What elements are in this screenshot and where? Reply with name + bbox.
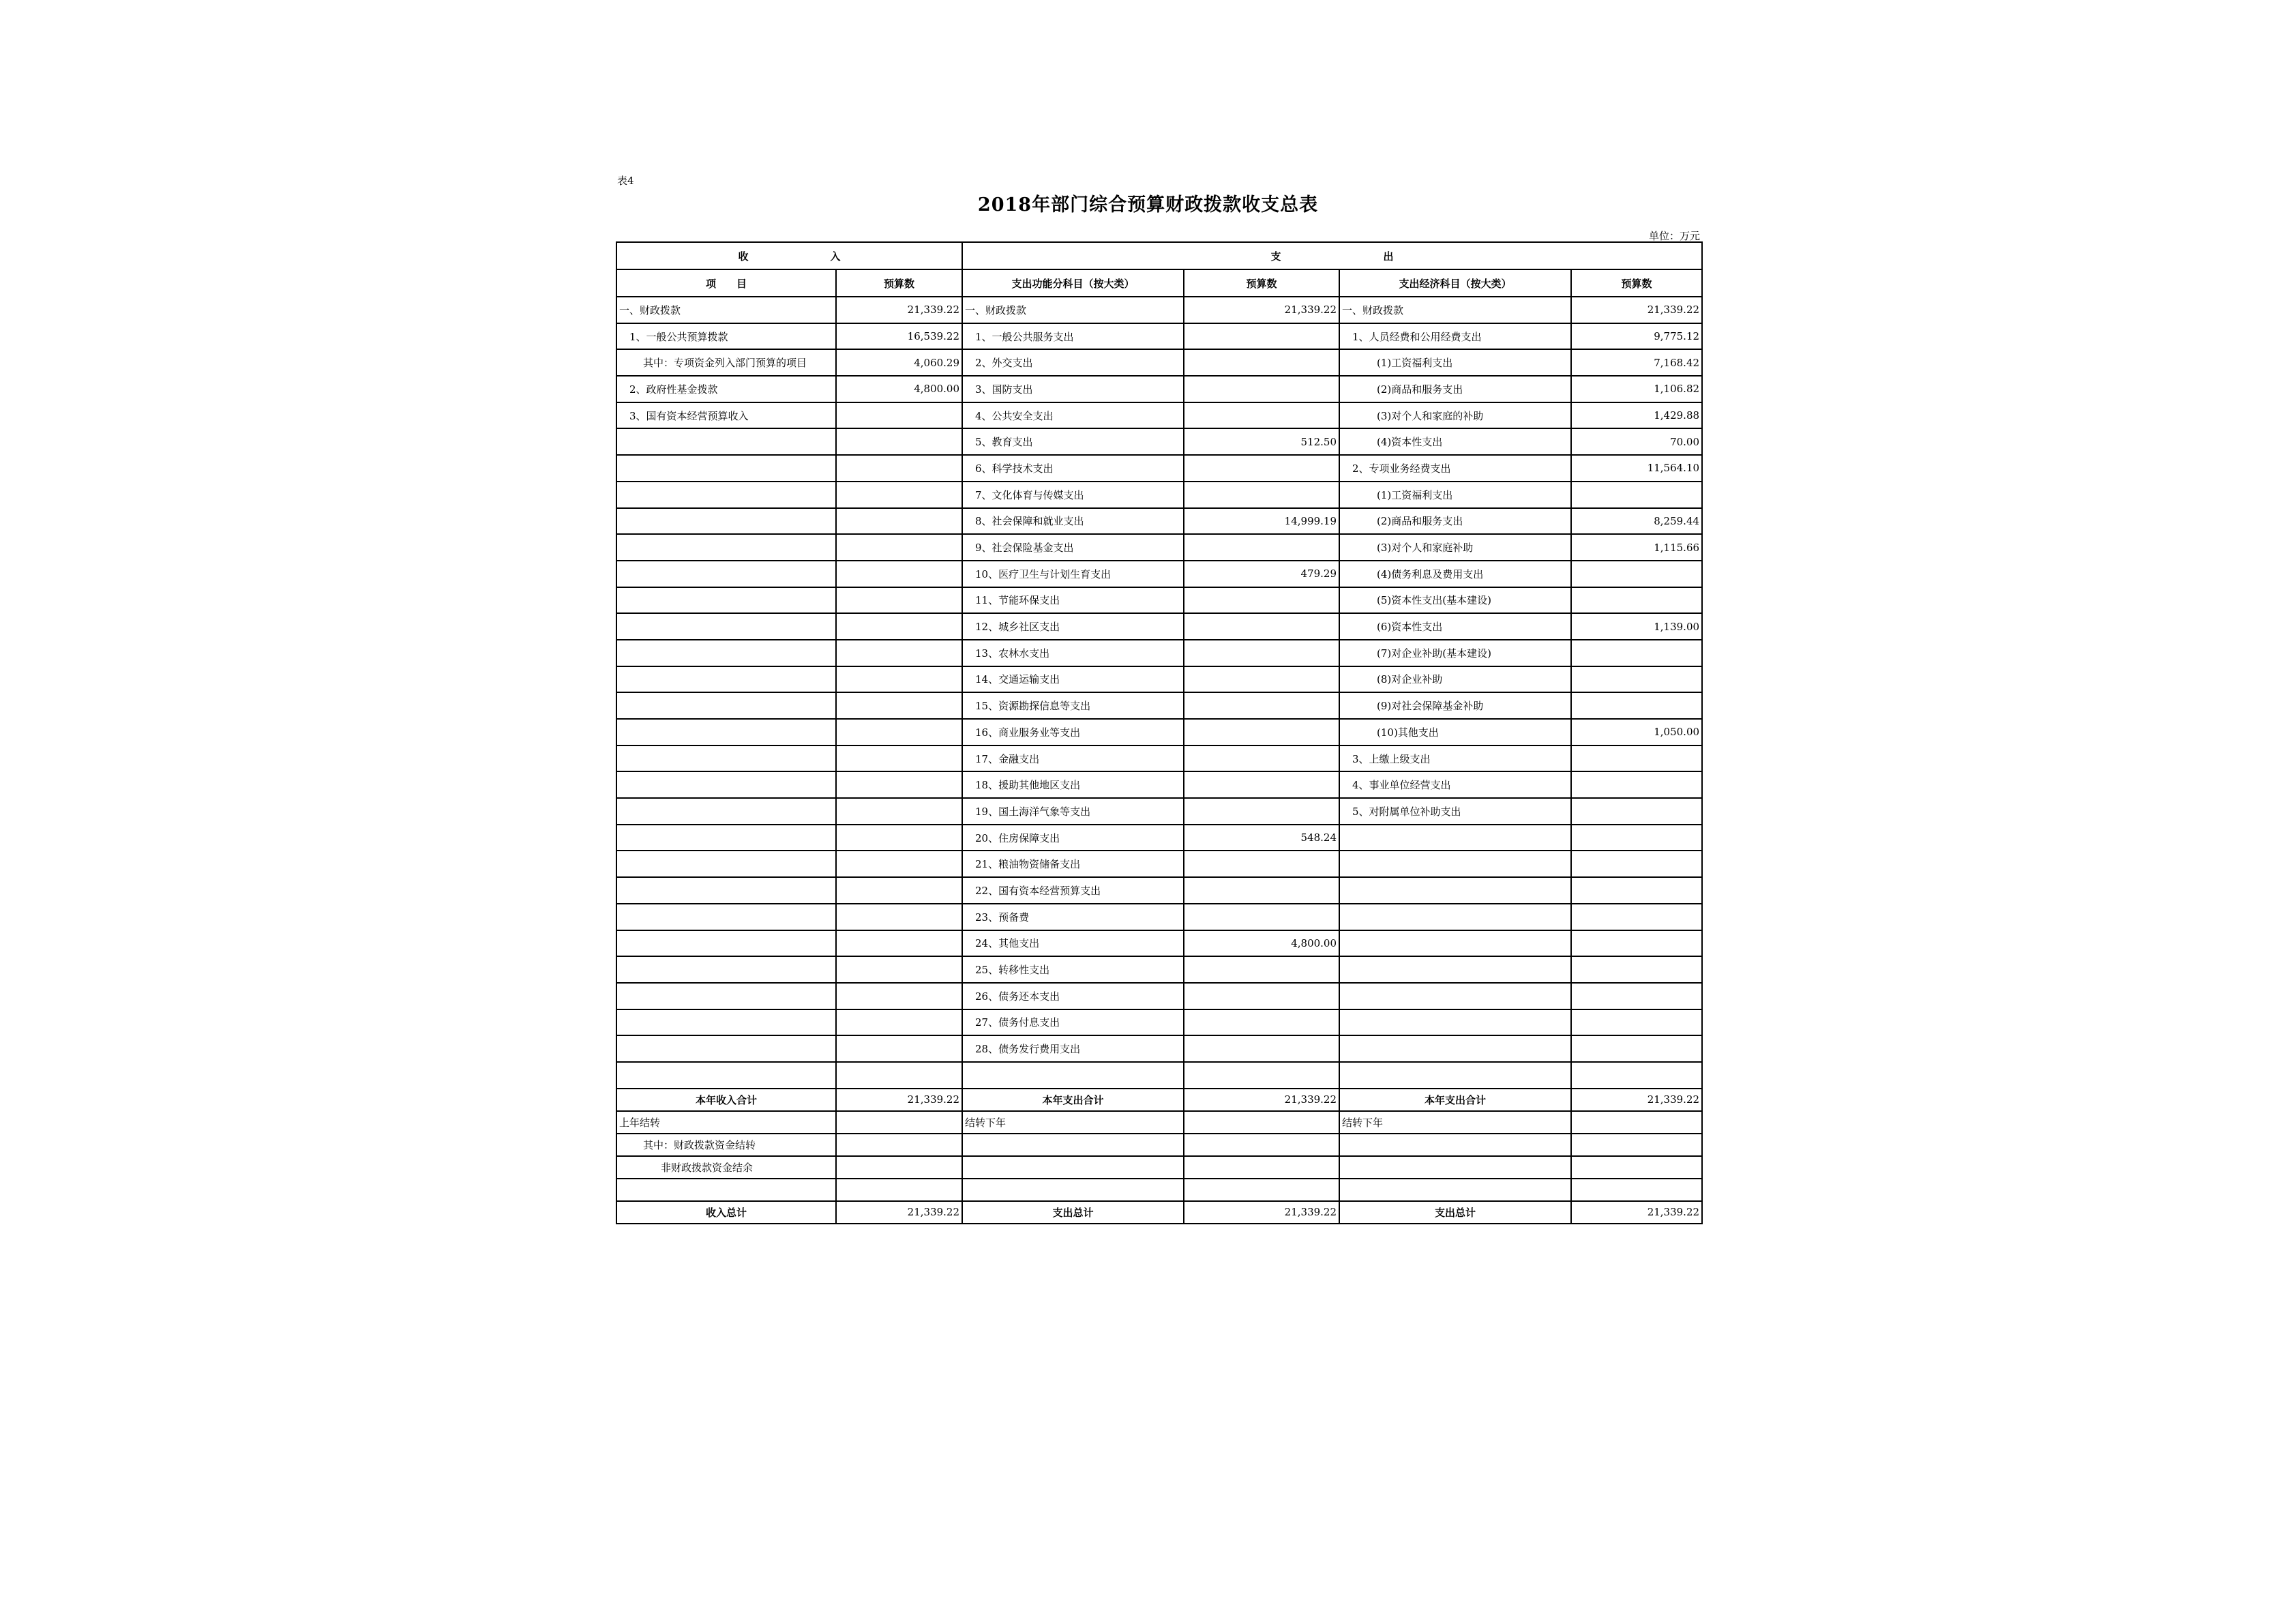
item-label-cell: (2)商品和服务支出 xyxy=(1339,508,1571,535)
item-label-cell: 23、预备费 xyxy=(962,904,1184,930)
item-label-cell: 24、其他支出 xyxy=(962,930,1184,957)
budget-value-cell xyxy=(836,508,962,535)
item-label-cell: 结转下年 xyxy=(962,1111,1184,1134)
item-label-cell xyxy=(1339,1134,1571,1156)
budget-value-cell xyxy=(1184,482,1339,508)
budget-value-cell xyxy=(836,719,962,745)
budget-value-cell xyxy=(1571,930,1702,957)
budget-value-cell xyxy=(1571,1179,1702,1201)
table-row xyxy=(616,745,1702,772)
table-row xyxy=(616,402,1702,429)
budget-value-cell xyxy=(836,402,962,429)
col-header-budget-economic: 预算数 xyxy=(1571,269,1702,297)
budget-value-cell xyxy=(836,692,962,719)
budget-value-cell xyxy=(836,534,962,561)
budget-value-cell xyxy=(1571,1062,1702,1089)
budget-value-cell xyxy=(1184,1009,1339,1036)
budget-value-cell xyxy=(1571,561,1702,587)
item-label-cell xyxy=(616,508,836,535)
table-row xyxy=(616,1111,1702,1134)
item-label-cell: 16、商业服务业等支出 xyxy=(962,719,1184,745)
budget-value-cell xyxy=(1184,376,1339,402)
table-row xyxy=(616,1134,1702,1156)
column-header-row xyxy=(616,269,1702,297)
table-row xyxy=(616,719,1702,745)
budget-value-cell xyxy=(1184,719,1339,745)
table-number-label: 表4 xyxy=(617,175,634,187)
budget-value-cell xyxy=(1571,745,1702,772)
table-row xyxy=(616,376,1702,402)
item-label-cell: 25、转移性支出 xyxy=(962,956,1184,983)
budget-value-cell: 9,775.12 xyxy=(1571,323,1702,350)
budget-value-cell xyxy=(1571,877,1702,904)
item-label-cell: 一、财政拨款 xyxy=(616,297,836,323)
item-label-cell xyxy=(1339,851,1571,877)
item-label-cell: (1)工资福利支出 xyxy=(1339,482,1571,508)
budget-value-cell xyxy=(1184,851,1339,877)
budget-value-cell: 4,800.00 xyxy=(1184,930,1339,957)
item-label-cell xyxy=(1339,877,1571,904)
budget-value-cell xyxy=(1184,692,1339,719)
item-label-cell xyxy=(616,1062,836,1089)
budget-value-cell xyxy=(836,745,962,772)
item-label-cell: 5、对附属单位补助支出 xyxy=(1339,798,1571,825)
item-label-cell: 9、社会保险基金支出 xyxy=(962,534,1184,561)
budget-value-cell xyxy=(1571,956,1702,983)
budget-value-cell xyxy=(1184,349,1339,376)
budget-value-cell xyxy=(836,482,962,508)
item-label-cell xyxy=(616,587,836,614)
item-label-cell xyxy=(1339,930,1571,957)
table-row xyxy=(616,1009,1702,1036)
table-row xyxy=(616,666,1702,693)
table-row xyxy=(616,534,1702,561)
item-label-cell xyxy=(616,1035,836,1062)
item-label-cell: 3、上缴上级支出 xyxy=(1339,745,1571,772)
item-label-cell xyxy=(616,798,836,825)
budget-value-cell xyxy=(836,1009,962,1036)
budget-value-cell: 21,339.22 xyxy=(1571,297,1702,323)
income-group-header: 收 入 xyxy=(616,242,962,269)
budget-value-cell: 512.50 xyxy=(1184,428,1339,455)
budget-value-cell xyxy=(836,613,962,640)
budget-value-cell xyxy=(1571,904,1702,930)
item-label-cell: (9)对社会保障基金补助 xyxy=(1339,692,1571,719)
budget-value-cell xyxy=(1184,745,1339,772)
item-label-cell xyxy=(616,825,836,851)
item-label-cell xyxy=(616,455,836,482)
budget-value-cell: 1,139.00 xyxy=(1571,613,1702,640)
budget-value-cell xyxy=(836,587,962,614)
item-label-cell: 17、金融支出 xyxy=(962,745,1184,772)
item-label-cell xyxy=(616,745,836,772)
item-label-cell: 11、节能环保支出 xyxy=(962,587,1184,614)
item-label-cell: 支出总计 xyxy=(962,1201,1184,1224)
budget-value-cell xyxy=(1184,402,1339,429)
item-label-cell: 非财政拨款资金结余 xyxy=(616,1156,836,1179)
budget-value-cell xyxy=(1184,640,1339,666)
budget-value-cell: 21,339.22 xyxy=(1184,1089,1339,1111)
page-title: 2018年部门综合预算财政拨款收支总表 xyxy=(977,194,1319,216)
item-label-cell: 2、政府性基金拨款 xyxy=(616,376,836,402)
table-row xyxy=(616,349,1702,376)
item-label-cell: 3、国有资本经营预算收入 xyxy=(616,402,836,429)
table-row xyxy=(616,904,1702,930)
budget-value-cell xyxy=(1184,666,1339,693)
item-label-cell xyxy=(1339,1179,1571,1201)
item-label-cell xyxy=(962,1134,1184,1156)
budget-value-cell xyxy=(1184,956,1339,983)
table-row xyxy=(616,877,1702,904)
item-label-cell xyxy=(1339,904,1571,930)
budget-value-cell xyxy=(1571,798,1702,825)
item-label-cell: 28、债务发行费用支出 xyxy=(962,1035,1184,1062)
item-label-cell xyxy=(616,1009,836,1036)
item-label-cell: (3)对个人和家庭的补助 xyxy=(1339,402,1571,429)
table-row xyxy=(616,956,1702,983)
budget-value-cell xyxy=(836,1134,962,1156)
item-label-cell xyxy=(616,428,836,455)
budget-value-cell xyxy=(1571,825,1702,851)
col-header-function: 支出功能分科目（按大类） xyxy=(962,269,1184,297)
item-label-cell xyxy=(616,640,836,666)
budget-value-cell: 548.24 xyxy=(1184,825,1339,851)
item-label-cell: 6、科学技术支出 xyxy=(962,455,1184,482)
item-label-cell: 1、一般公共服务支出 xyxy=(962,323,1184,350)
table-row xyxy=(616,508,1702,535)
table-row xyxy=(616,983,1702,1009)
budget-value-cell: 1,429.88 xyxy=(1571,402,1702,429)
budget-value-cell xyxy=(1571,640,1702,666)
item-label-cell xyxy=(616,851,836,877)
budget-value-cell xyxy=(836,956,962,983)
budget-value-cell: 479.29 xyxy=(1184,561,1339,587)
item-label-cell: 1、人员经费和公用经费支出 xyxy=(1339,323,1571,350)
table-row xyxy=(616,825,1702,851)
budget-value-cell xyxy=(836,851,962,877)
budget-value-cell xyxy=(1184,1179,1339,1201)
item-label-cell: 收入总计 xyxy=(616,1201,836,1224)
table-row xyxy=(616,482,1702,508)
item-label-cell: 15、资源勘探信息等支出 xyxy=(962,692,1184,719)
item-label-cell: (4)资本性支出 xyxy=(1339,428,1571,455)
budget-value-cell: 4,060.29 xyxy=(836,349,962,376)
budget-value-cell xyxy=(1184,983,1339,1009)
table-row xyxy=(616,851,1702,877)
total-row xyxy=(616,1201,1702,1224)
item-label-cell: (4)债务利息及费用支出 xyxy=(1339,561,1571,587)
budget-value-cell xyxy=(836,798,962,825)
budget-value-cell xyxy=(1184,798,1339,825)
budget-value-cell xyxy=(836,1111,962,1134)
table-row xyxy=(616,1156,1702,1179)
budget-value-cell xyxy=(1184,587,1339,614)
table-row xyxy=(616,771,1702,798)
table-row xyxy=(616,428,1702,455)
item-label-cell: 8、社会保障和就业支出 xyxy=(962,508,1184,535)
item-label-cell: 结转下年 xyxy=(1339,1111,1571,1134)
budget-value-cell: 21,339.22 xyxy=(836,1201,962,1224)
item-label-cell: 其中：财政拨款资金结转 xyxy=(616,1134,836,1156)
item-label-cell xyxy=(962,1062,1184,1089)
group-header-row xyxy=(616,242,1702,269)
budget-value-cell: 21,339.22 xyxy=(1571,1089,1702,1111)
item-label-cell xyxy=(616,904,836,930)
item-label-cell: 26、债务还本支出 xyxy=(962,983,1184,1009)
budget-value-cell xyxy=(1571,1009,1702,1036)
item-label-cell: 支出总计 xyxy=(1339,1201,1571,1224)
table-row xyxy=(616,297,1702,323)
item-label-cell xyxy=(616,956,836,983)
item-label-cell: 5、教育支出 xyxy=(962,428,1184,455)
item-label-cell xyxy=(1339,1156,1571,1179)
budget-value-cell: 1,106.82 xyxy=(1571,376,1702,402)
budget-value-cell xyxy=(836,561,962,587)
budget-value-cell xyxy=(836,1062,962,1089)
item-label-cell: 19、国土海洋气象等支出 xyxy=(962,798,1184,825)
item-label-cell: 10、医疗卫生与计划生育支出 xyxy=(962,561,1184,587)
table-row xyxy=(616,561,1702,587)
budget-value-cell: 11,564.10 xyxy=(1571,455,1702,482)
budget-value-cell xyxy=(836,930,962,957)
budget-value-cell xyxy=(1571,1156,1702,1179)
item-label-cell xyxy=(1339,1035,1571,1062)
item-label-cell xyxy=(616,1179,836,1201)
budget-value-cell: 70.00 xyxy=(1571,428,1702,455)
item-label-cell xyxy=(616,561,836,587)
budget-value-cell: 21,339.22 xyxy=(1184,1201,1339,1224)
expense-group-header: 支 出 xyxy=(962,242,1702,269)
budget-value-cell xyxy=(836,877,962,904)
budget-value-cell xyxy=(1184,1062,1339,1089)
item-label-cell xyxy=(1339,1062,1571,1089)
budget-value-cell xyxy=(836,455,962,482)
item-label-cell: 13、农林水支出 xyxy=(962,640,1184,666)
item-label-cell: (6)资本性支出 xyxy=(1339,613,1571,640)
budget-value-cell xyxy=(1571,587,1702,614)
budget-value-cell: 21,339.22 xyxy=(836,297,962,323)
item-label-cell: 2、外交支出 xyxy=(962,349,1184,376)
budget-value-cell: 8,259.44 xyxy=(1571,508,1702,535)
table-row xyxy=(616,692,1702,719)
item-label-cell: 20、住房保障支出 xyxy=(962,825,1184,851)
item-label-cell: (7)对企业补助(基本建设) xyxy=(1339,640,1571,666)
item-label-cell xyxy=(1339,1009,1571,1036)
budget-value-cell: 7,168.42 xyxy=(1571,349,1702,376)
budget-value-cell xyxy=(1571,666,1702,693)
table-row xyxy=(616,798,1702,825)
budget-value-cell: 4,800.00 xyxy=(836,376,962,402)
item-label-cell: (3)对个人和家庭补助 xyxy=(1339,534,1571,561)
item-label-cell xyxy=(616,482,836,508)
item-label-cell: 21、粮油物资储备支出 xyxy=(962,851,1184,877)
item-label-cell xyxy=(616,692,836,719)
item-label-cell: 22、国有资本经营预算支出 xyxy=(962,877,1184,904)
budget-value-cell xyxy=(836,771,962,798)
table-row xyxy=(616,455,1702,482)
item-label-cell: 7、文化体育与传媒支出 xyxy=(962,482,1184,508)
budget-value-cell xyxy=(1184,1134,1339,1156)
budget-value-cell xyxy=(1571,1035,1702,1062)
budget-value-cell xyxy=(836,1179,962,1201)
item-label-cell xyxy=(962,1179,1184,1201)
item-label-cell: 本年收入合计 xyxy=(616,1089,836,1111)
budget-value-cell xyxy=(1571,771,1702,798)
item-label-cell xyxy=(1339,956,1571,983)
budget-value-cell xyxy=(1571,1134,1702,1156)
item-label-cell: (1)工资福利支出 xyxy=(1339,349,1571,376)
item-label-cell xyxy=(616,983,836,1009)
budget-value-cell: 16,539.22 xyxy=(836,323,962,350)
budget-value-cell xyxy=(836,428,962,455)
item-label-cell: 一、财政拨款 xyxy=(962,297,1184,323)
col-header-budget-income: 预算数 xyxy=(836,269,962,297)
item-label-cell: 3、国防支出 xyxy=(962,376,1184,402)
item-label-cell: 12、城乡社区支出 xyxy=(962,613,1184,640)
budget-value-cell xyxy=(1184,877,1339,904)
item-label-cell xyxy=(616,930,836,957)
budget-value-cell xyxy=(1184,455,1339,482)
item-label-cell: (2)商品和服务支出 xyxy=(1339,376,1571,402)
col-header-item: 项 目 xyxy=(616,269,836,297)
item-label-cell xyxy=(616,534,836,561)
budget-value-cell xyxy=(1184,1156,1339,1179)
table-row xyxy=(616,1062,1702,1089)
item-label-cell: 14、交通运输支出 xyxy=(962,666,1184,693)
item-label-cell: 上年结转 xyxy=(616,1111,836,1134)
budget-value-cell xyxy=(836,904,962,930)
budget-value-cell xyxy=(836,666,962,693)
budget-value-cell: 21,339.22 xyxy=(1571,1201,1702,1224)
item-label-cell: (10)其他支出 xyxy=(1339,719,1571,745)
budget-value-cell xyxy=(836,1156,962,1179)
budget-value-cell xyxy=(1184,1035,1339,1062)
budget-value-cell xyxy=(1571,692,1702,719)
item-label-cell: 18、援助其他地区支出 xyxy=(962,771,1184,798)
subtotal-row xyxy=(616,1089,1702,1111)
budget-value-cell xyxy=(1184,904,1339,930)
item-label-cell: 本年支出合计 xyxy=(962,1089,1184,1111)
item-label-cell: 一、财政拨款 xyxy=(1339,297,1571,323)
budget-value-cell xyxy=(1184,1111,1339,1134)
item-label-cell xyxy=(616,666,836,693)
col-header-economic: 支出经济科目（按大类） xyxy=(1339,269,1571,297)
budget-value-cell xyxy=(836,983,962,1009)
item-label-cell xyxy=(616,613,836,640)
budget-value-cell xyxy=(1571,1111,1702,1134)
item-label-cell: 1、一般公共预算拨款 xyxy=(616,323,836,350)
budget-value-cell: 21,339.22 xyxy=(1184,297,1339,323)
item-label-cell: (5)资本性支出(基本建设) xyxy=(1339,587,1571,614)
table-row xyxy=(616,323,1702,350)
item-label-cell xyxy=(962,1156,1184,1179)
budget-value-cell: 1,050.00 xyxy=(1571,719,1702,745)
item-label-cell xyxy=(1339,825,1571,851)
budget-value-cell xyxy=(836,825,962,851)
budget-value-cell xyxy=(1571,482,1702,508)
table-row xyxy=(616,640,1702,666)
unit-label: 单位：万元 xyxy=(1648,230,1700,242)
budget-value-cell xyxy=(836,640,962,666)
table-row xyxy=(616,1035,1702,1062)
item-label-cell: 4、公共安全支出 xyxy=(962,402,1184,429)
item-label-cell: (8)对企业补助 xyxy=(1339,666,1571,693)
table-row xyxy=(616,613,1702,640)
item-label-cell: 4、事业单位经营支出 xyxy=(1339,771,1571,798)
budget-table xyxy=(616,241,1703,1224)
item-label-cell xyxy=(616,771,836,798)
item-label-cell: 其中：专项资金列入部门预算的项目 xyxy=(616,349,836,376)
budget-value-cell xyxy=(1184,771,1339,798)
item-label-cell xyxy=(616,877,836,904)
budget-value-cell: 1,115.66 xyxy=(1571,534,1702,561)
budget-value-cell xyxy=(1184,534,1339,561)
budget-value-cell xyxy=(1571,851,1702,877)
item-label-cell xyxy=(616,719,836,745)
item-label-cell: 27、债务付息支出 xyxy=(962,1009,1184,1036)
col-header-budget-function: 预算数 xyxy=(1184,269,1339,297)
table-row xyxy=(616,1179,1702,1201)
budget-value-cell xyxy=(836,1035,962,1062)
item-label-cell: 2、专项业务经费支出 xyxy=(1339,455,1571,482)
budget-value-cell xyxy=(1184,613,1339,640)
item-label-cell xyxy=(1339,983,1571,1009)
budget-value-cell: 21,339.22 xyxy=(836,1089,962,1111)
budget-value-cell xyxy=(1184,323,1339,350)
table-row xyxy=(616,930,1702,957)
budget-value-cell: 14,999.19 xyxy=(1184,508,1339,535)
item-label-cell: 本年支出合计 xyxy=(1339,1089,1571,1111)
budget-value-cell xyxy=(1571,983,1702,1009)
table-row xyxy=(616,587,1702,614)
